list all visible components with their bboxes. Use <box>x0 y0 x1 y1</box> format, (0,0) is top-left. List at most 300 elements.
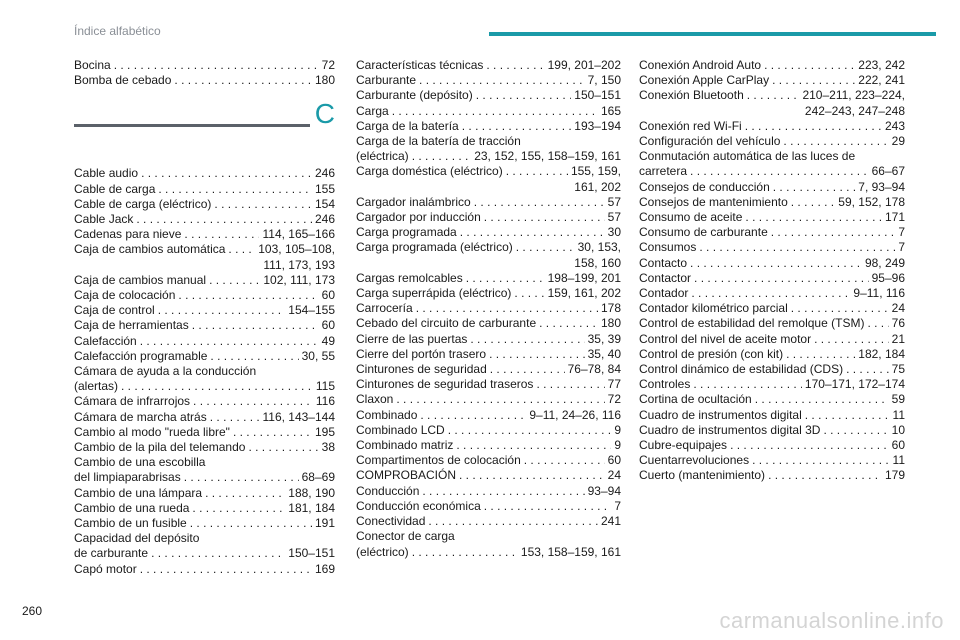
index-entry <box>639 423 905 438</box>
index-entry-term-line: Cámara de ayuda a la conducción <box>74 364 257 379</box>
dot-leader <box>791 301 889 316</box>
index-entry-pages: 199, 201–202 <box>547 58 621 72</box>
dot-leader <box>448 423 612 438</box>
index-entry-term: Carburante <box>356 73 417 88</box>
index-entry <box>74 227 335 242</box>
index-entry-pages: 95–96 <box>871 270 905 285</box>
dot-leader <box>416 301 598 316</box>
index-entry-term: Caja de control <box>74 303 155 318</box>
index-entry <box>74 410 335 425</box>
index-entry-term: del limpiaparabrisas <box>74 470 181 485</box>
index-entry-pages: 9–11, 24–26, 116 <box>529 407 621 422</box>
index-entry-term: Consejos de conducción <box>639 179 770 194</box>
dot-leader <box>516 240 575 255</box>
index-entry-pages: 76–78, 84 <box>567 362 621 377</box>
index-entry-term: Carburante (depósito) <box>356 88 473 103</box>
index-entry <box>356 286 621 301</box>
index-entry <box>74 501 335 516</box>
index-entry <box>356 514 621 529</box>
dot-leader <box>420 408 526 423</box>
index-entry-term: Cambio de un fusible <box>74 516 187 531</box>
index-entry-pages: 66–67 <box>871 164 905 179</box>
index-entry-pages: 72 <box>607 392 621 407</box>
index-entry-pages: 181, 184 <box>288 500 335 515</box>
dot-leader <box>524 453 605 468</box>
index-entry-pages: 179 <box>884 468 905 483</box>
index-entry-term: Controles <box>639 377 691 392</box>
section-heading <box>74 98 335 146</box>
index-entry <box>74 288 335 303</box>
index-entry-term: Calefacción programable <box>74 348 208 363</box>
index-entry <box>74 516 335 531</box>
index-entry-term: de carburante <box>74 546 149 561</box>
index-entry-pages: 77 <box>607 377 621 392</box>
index-entry-pages: 210–211, 223–224, <box>802 88 905 103</box>
index-entry-pages-continued: 242–243, 247–248 <box>804 103 905 118</box>
index-entry <box>639 438 905 453</box>
index-entry-pages: 222, 241 <box>858 73 905 88</box>
dot-leader <box>136 212 312 227</box>
dot-leader <box>823 423 888 438</box>
index-entry-term: Combinado matriz <box>356 438 454 453</box>
index-entry-pages-continued: 158, 160 <box>574 255 621 270</box>
index-entry <box>356 347 621 362</box>
index-entry-pages: 7 <box>898 240 905 255</box>
index-entry-term: Cortina de ocultación <box>639 392 752 407</box>
index-entry <box>356 210 621 225</box>
dot-leader <box>514 286 544 301</box>
index-entry-pages: 223, 242 <box>858 58 905 72</box>
index-entry-pages: 154 <box>314 196 335 211</box>
index-entry-term: Consumos <box>639 240 697 255</box>
dot-leader <box>412 545 518 560</box>
dot-leader <box>747 88 800 103</box>
index-entry-pages: 103, 105–108, <box>258 242 335 257</box>
index-entry-term-line: Cambio de una escobilla <box>74 455 206 470</box>
dot-leader <box>140 334 319 349</box>
index-entry-term: Carrocería <box>356 301 413 316</box>
index-entry <box>74 166 335 181</box>
watermark: carmanualsonline.info <box>719 608 944 633</box>
index-entry <box>356 88 621 103</box>
index-entry <box>74 318 335 333</box>
index-entry-term: Control del nivel de aceite motor <box>639 331 812 346</box>
dot-leader <box>805 408 890 423</box>
index-entry-pages: 38 <box>321 440 335 455</box>
index-entry-term: Cuerto (mantenimiento) <box>639 468 766 483</box>
index-entry-pages: 9 <box>614 438 621 453</box>
dot-leader <box>814 332 889 347</box>
index-entry <box>74 273 335 288</box>
index-entry-pages: 246 <box>314 212 335 227</box>
dot-leader <box>209 273 260 288</box>
dot-leader <box>783 134 888 149</box>
index-entry <box>639 256 905 271</box>
index-entry <box>639 362 905 377</box>
index-entry <box>74 455 335 485</box>
index-entry-pages: 30, 153, <box>577 240 621 255</box>
index-entry <box>356 438 621 453</box>
index-entry <box>639 392 905 407</box>
dot-leader <box>691 286 850 301</box>
dot-leader <box>474 195 605 210</box>
index-entry <box>356 377 621 392</box>
index-entry-term: Cuentarrevoluciones <box>639 453 750 468</box>
index-entry <box>356 316 621 331</box>
index-entry <box>639 149 905 179</box>
dot-leader <box>745 119 882 134</box>
index-entry-term: Cámara de marcha atrás <box>74 409 207 424</box>
index-entry-term: Cadenas para nieve <box>74 227 182 242</box>
section-rule <box>74 124 310 127</box>
index-entry-term: (eléctrico) <box>356 544 409 559</box>
dot-leader <box>694 271 869 286</box>
dot-leader <box>396 392 604 407</box>
index-entry <box>356 164 621 194</box>
index-entry-pages: 93–94 <box>587 483 621 498</box>
dot-leader <box>486 58 544 73</box>
index-entry <box>74 425 335 440</box>
index-entry-term: Caja de cambios manual <box>74 272 207 287</box>
index-entry-term: Conexión Bluetooth <box>639 88 744 103</box>
index-entry <box>74 562 335 577</box>
index-entry-term: Cuadro de instrumentos digital <box>639 407 802 422</box>
dot-leader <box>184 227 259 242</box>
index-entry-pages: 21 <box>891 331 905 346</box>
dot-leader <box>459 468 605 483</box>
index-entry <box>639 210 905 225</box>
section-entries <box>74 166 335 576</box>
index-entry-term: Calefacción <box>74 333 137 348</box>
index-entry-term-line: Conmutación automática de las luces de <box>639 149 856 164</box>
index-entry-pages: 150–151 <box>288 546 335 561</box>
index-column-1 <box>74 58 335 577</box>
dot-leader <box>490 362 565 377</box>
header-accent-bar <box>489 32 936 36</box>
index-entry-pages: 60 <box>607 453 621 468</box>
index-entry <box>639 286 905 301</box>
pre-section-entries <box>74 58 335 88</box>
index-entry-term: Cinturones de seguridad traseros <box>356 377 534 392</box>
index-entry <box>356 134 621 164</box>
index-entry <box>356 362 621 377</box>
index-entry-term: Cierre de las puertas <box>356 331 468 346</box>
dot-leader <box>422 484 584 499</box>
index-entry <box>639 73 905 88</box>
dot-leader <box>174 73 312 88</box>
index-entry-term: Contacto <box>639 255 688 270</box>
index-entry <box>356 484 621 499</box>
index-entry <box>74 58 335 73</box>
dot-leader <box>141 166 312 181</box>
index-entry <box>356 423 621 438</box>
index-entry-pages: 60 <box>321 288 335 303</box>
index-entry-term: Conexión Apple CarPlay <box>639 73 770 88</box>
index-entry <box>74 531 335 561</box>
index-entry <box>639 408 905 423</box>
index-entry-pages: 193–194 <box>574 118 621 133</box>
index-entry-term: Cuadro de instrumentos digital 3D <box>639 422 821 437</box>
index-entry-term: Conducción <box>356 483 420 498</box>
index-entry <box>639 119 905 134</box>
dot-leader <box>867 316 888 331</box>
index-entry-pages: 116 <box>315 394 335 409</box>
dot-leader <box>190 516 312 531</box>
index-entry-term: Cargador inalámbrico <box>356 194 471 209</box>
dot-leader <box>184 470 299 485</box>
index-entry <box>639 316 905 331</box>
index-entry-pages-continued: 161, 202 <box>574 179 621 194</box>
index-entry-pages: 9–11, 116 <box>853 286 905 301</box>
dot-leader <box>214 197 312 212</box>
index-entry-term: carretera <box>639 164 688 179</box>
page-number: 260 <box>22 604 43 618</box>
index-entry-pages: 178 <box>600 301 621 316</box>
dot-leader <box>121 379 313 394</box>
index-entry-pages: 24 <box>607 468 621 483</box>
index-entry-pages: 155, 159, <box>570 164 621 179</box>
index-entry-term: Consumo de aceite <box>639 210 743 225</box>
dot-leader <box>210 410 260 425</box>
index-entry-pages: 114, 165–166 <box>262 227 335 242</box>
index-entry-term: Carga programada (eléctrico) <box>356 240 513 255</box>
index-entry <box>356 119 621 134</box>
index-entry-pages: 102, 111, 173 <box>263 272 335 287</box>
index-entry <box>74 242 335 272</box>
dot-leader <box>470 332 584 347</box>
index-entry-pages: 116, 143–144 <box>262 409 335 424</box>
dot-leader <box>462 119 572 134</box>
index-entry-term: Control de presión (con kit) <box>639 346 784 361</box>
index-entry-term: Caja de cambios automática <box>74 242 226 257</box>
index-column-3 <box>639 58 905 484</box>
dot-leader <box>193 394 313 409</box>
dot-leader <box>210 349 298 364</box>
index-entry <box>639 88 905 118</box>
index-entry <box>639 180 905 195</box>
index-entry-pages: 29 <box>891 134 905 149</box>
index-entry-term: Conectividad <box>356 514 426 529</box>
index-entry <box>356 332 621 347</box>
index-entry <box>639 134 905 149</box>
index-entry-pages: 7, 150 <box>587 73 621 88</box>
dot-leader <box>392 104 598 119</box>
index-entry-pages: 182, 184 <box>858 346 905 361</box>
index-entry-pages: 170–171, 172–174 <box>804 377 905 392</box>
dot-leader <box>456 438 611 453</box>
dot-leader <box>158 303 286 318</box>
index-entry-pages: 155 <box>314 181 335 196</box>
index-entry-term: Carga de la batería <box>356 118 459 133</box>
index-entry-term: Combinado LCD <box>356 422 445 437</box>
index-entry-pages: 198–199, 201 <box>547 270 621 285</box>
index-entry <box>74 364 335 394</box>
index-entry-pages: 159, 161, 202 <box>547 286 621 301</box>
dot-leader <box>773 180 856 195</box>
index-entry-pages: 35, 39 <box>587 331 621 346</box>
index-entry <box>639 301 905 316</box>
index-entry <box>356 301 621 316</box>
index-entry <box>74 197 335 212</box>
index-entry <box>639 332 905 347</box>
index-entry-pages: 59 <box>891 392 905 407</box>
index-entry-pages: 75 <box>891 362 905 377</box>
dot-leader <box>489 347 585 362</box>
index-entry <box>74 73 335 88</box>
dot-leader <box>140 562 312 577</box>
index-entry-pages: 7 <box>898 225 905 240</box>
index-entry-term: Cable Jack <box>74 212 134 227</box>
index-entry-pages-continued: 111, 173, 193 <box>263 257 335 272</box>
index-entry <box>639 468 905 483</box>
index-entry <box>74 440 335 455</box>
index-entry <box>356 104 621 119</box>
index-entry-term: Cambio al modo "rueda libre" <box>74 424 230 439</box>
dot-leader <box>699 240 895 255</box>
index-entry <box>639 195 905 210</box>
index-entry-term: Cargador por inducción <box>356 210 481 225</box>
dot-leader <box>768 468 882 483</box>
dot-leader <box>192 501 285 516</box>
dot-leader <box>228 242 255 257</box>
index-entry-pages: 165 <box>600 103 621 118</box>
index-entry <box>74 212 335 227</box>
index-entry-term: COMPROBACIÓN <box>356 468 457 483</box>
index-entry-term: Caja de herramientas <box>74 318 189 333</box>
index-entry-pages: 153, 158–159, 161 <box>520 544 621 559</box>
index-entry-pages: 169 <box>314 561 335 576</box>
index-entry-term: Configuración del vehículo <box>639 134 781 149</box>
index-entry-pages: 60 <box>321 318 335 333</box>
index-entry <box>356 58 621 73</box>
index-entry-term: Claxon <box>356 392 394 407</box>
index-entry-pages: 30, 55 <box>301 348 335 363</box>
index-entry <box>356 240 621 270</box>
index-entry <box>639 271 905 286</box>
index-entry <box>356 499 621 514</box>
index-entry-pages: 7 <box>614 498 621 513</box>
index-entry-pages: 188, 190 <box>288 485 335 500</box>
dot-leader <box>506 164 568 179</box>
index-entry-pages: 98, 249 <box>864 255 905 270</box>
index-entry-pages: 115 <box>315 379 335 394</box>
index-entry-term: Cargas remolcables <box>356 270 463 285</box>
index-entry-term: Capó motor <box>74 561 137 576</box>
dot-leader <box>772 73 855 88</box>
index-entry <box>356 271 621 286</box>
index-entry-term: Compartimentos de colocación <box>356 453 521 468</box>
index-entry-term: Consejos de mantenimiento <box>639 194 788 209</box>
index-entry-pages: 68–69 <box>301 470 335 485</box>
index-entry-term: Conducción económica <box>356 498 481 513</box>
index-entry <box>356 225 621 240</box>
index-entry <box>356 408 621 423</box>
index-entry-term: Carga programada <box>356 225 457 240</box>
index-entry-pages: 57 <box>607 210 621 225</box>
index-entry-pages: 191 <box>314 516 335 531</box>
dot-leader <box>419 73 585 88</box>
index-entry-pages: 11 <box>892 407 905 422</box>
dot-leader <box>466 271 545 286</box>
dot-leader <box>158 182 312 197</box>
index-entry-term-line: Capacidad del depósito <box>74 531 200 546</box>
index-entry <box>639 58 905 73</box>
index-entry-term: Contactor <box>639 270 692 285</box>
index-entry-term: Carga superrápida (eléctrico) <box>356 286 512 301</box>
index-entry <box>639 347 905 362</box>
index-entry <box>639 453 905 468</box>
index-entry-pages: 154–155 <box>288 303 335 318</box>
index-entry <box>74 182 335 197</box>
index-entry-pages: 7, 93–94 <box>858 179 905 194</box>
dot-leader <box>460 225 605 240</box>
index-entry-term: Control de estabilidad del remolque (TSM) <box>639 316 865 331</box>
dot-leader <box>764 58 855 73</box>
index-entry <box>639 225 905 240</box>
index-entry-term: Cebado del circuito de carburante <box>356 316 537 331</box>
index-entry-term: (eléctrica) <box>356 149 409 164</box>
index-entry-term: Cable de carga (eléctrico) <box>74 196 212 211</box>
index-entry-pages: 76 <box>891 316 905 331</box>
index-entry-term: Conexión red Wi-Fi <box>639 118 742 133</box>
index-entry-pages: 180 <box>600 316 621 331</box>
index-entry-pages: 11 <box>892 453 905 468</box>
dot-leader <box>730 438 889 453</box>
index-entry-term: Caja de colocación <box>74 288 176 303</box>
dot-leader <box>846 362 889 377</box>
index-entry <box>639 240 905 255</box>
index-entry-term: Combinado <box>356 407 418 422</box>
index-entry-pages: 35, 40 <box>587 346 621 361</box>
dot-leader <box>151 546 285 561</box>
section-letter: C <box>314 98 335 130</box>
index-entry-term: Características técnicas <box>356 58 484 72</box>
index-entry-pages: 180 <box>314 73 335 88</box>
dot-leader <box>428 514 598 529</box>
index-entry-term: Cámara de infrarrojos <box>74 394 191 409</box>
dot-leader <box>248 440 318 455</box>
index-entry-pages: 171 <box>884 210 905 225</box>
index-entry-pages: 10 <box>891 422 905 437</box>
index-entry <box>356 453 621 468</box>
index-entry-pages: 60 <box>891 438 905 453</box>
index-entry-pages: 24 <box>891 301 905 316</box>
index-entry-term-line: Carga de la batería de tracción <box>356 134 521 149</box>
index-entry <box>74 303 335 318</box>
index-entry-pages: 150–151 <box>574 88 621 103</box>
index-entry <box>74 349 335 364</box>
index-entry <box>639 377 905 392</box>
index-entry-term: Cambio de una rueda <box>74 500 190 515</box>
index-entry-pages: 49 <box>321 333 335 348</box>
index-entry-pages: 246 <box>314 166 335 181</box>
index-entry-term: Cinturones de seguridad <box>356 362 487 377</box>
index-entry-term: Bocina <box>74 58 111 72</box>
dot-leader <box>693 377 802 392</box>
index-entry-term: Cierre del portón trasero <box>356 346 487 361</box>
dot-leader <box>755 392 889 407</box>
dot-leader <box>178 288 318 303</box>
index-entry <box>356 468 621 483</box>
index-entry-term-line: Conector de carga <box>356 529 455 544</box>
index-entry <box>356 73 621 88</box>
index-entry-pages: 30 <box>607 225 621 240</box>
header-title: Índice alfabético <box>74 24 161 38</box>
index-entry-term: Carga <box>356 103 389 118</box>
dot-leader <box>771 225 896 240</box>
index-column-2 <box>356 58 621 560</box>
index-entry-term: Carga doméstica (eléctrico) <box>356 164 503 179</box>
